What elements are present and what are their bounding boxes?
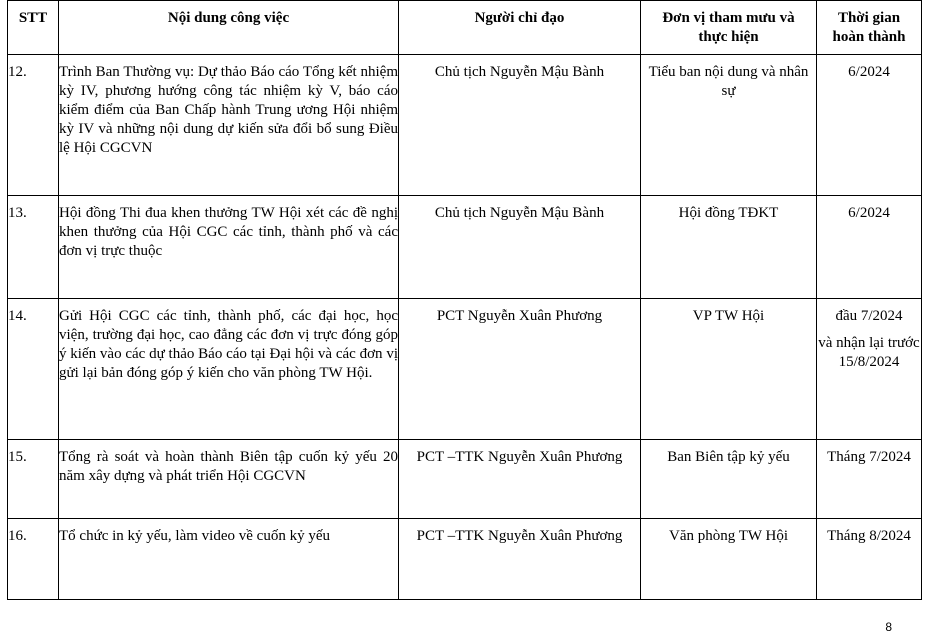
header-time bbox=[817, 1, 922, 55]
row-time bbox=[817, 196, 922, 299]
page-number: 8 bbox=[885, 620, 892, 634]
header-task: Nội dung công việc bbox=[59, 1, 399, 55]
header-unit-line2: thực hiện bbox=[698, 29, 759, 45]
header-stt: STT bbox=[8, 1, 59, 55]
row-lead: PCT Nguyễn Xuân Phương bbox=[399, 299, 641, 440]
table-header bbox=[8, 1, 922, 55]
table-row bbox=[8, 196, 922, 299]
row-time-extra: và nhận lại trước 15/8/2024 bbox=[818, 335, 920, 370]
row-lead: Chủ tịch Nguyễn Mậu Bành bbox=[399, 55, 641, 196]
row-unit: Tiểu ban nội dung và nhân sự bbox=[641, 55, 817, 196]
row-time-main: đầu 7/2024 bbox=[835, 308, 903, 324]
row-stt: 16. bbox=[8, 519, 59, 600]
row-unit: Văn phòng TW Hội bbox=[641, 519, 817, 600]
row-time-main: Tháng 8/2024 bbox=[827, 528, 911, 544]
row-task: Trình Ban Thường vụ: Dự thảo Báo cáo Tổng kết nhiệm kỳ IV, phương hướng công tác nhiệm kỳ V, báo cáo kiểm điểm của Ban Chấp hành Trung ương Hội nhiệm kỳ IV và những nội dung dự kiến sửa đổi bổ sung Điều lệ Hội CGCVN bbox=[59, 55, 399, 196]
row-lead: Chủ tịch Nguyễn Mậu Bành bbox=[399, 196, 641, 299]
header-time-line1: Thời gian bbox=[837, 10, 901, 26]
row-task: Hội đồng Thi đua khen thưởng TW Hội xét các đề nghị khen thưởng của Hội CGC các tỉnh, thành phố và các đơn vị trực thuộc bbox=[59, 196, 399, 299]
table-row bbox=[8, 519, 922, 600]
row-task: Tổ chức in kỷ yếu, làm video về cuốn kỷ yếu bbox=[59, 519, 399, 600]
table-row bbox=[8, 299, 922, 440]
row-time bbox=[817, 55, 922, 196]
row-time bbox=[817, 299, 922, 440]
table-body bbox=[8, 55, 922, 600]
work-plan-table bbox=[7, 0, 922, 600]
row-task: Tổng rà soát và hoàn thành Biên tập cuốn kỷ yếu 20 năm xây dựng và phát triển Hội CGCVN bbox=[59, 440, 399, 519]
row-lead: PCT –TTK Nguyễn Xuân Phương bbox=[399, 440, 641, 519]
row-unit: Hội đồng TĐKT bbox=[641, 196, 817, 299]
row-stt: 12. bbox=[8, 55, 59, 196]
table-row bbox=[8, 55, 922, 196]
row-time bbox=[817, 440, 922, 519]
row-time bbox=[817, 519, 922, 600]
row-stt: 14. bbox=[8, 299, 59, 440]
row-time-main: 6/2024 bbox=[848, 64, 890, 80]
row-unit: VP TW Hội bbox=[641, 299, 817, 440]
row-time-main: 6/2024 bbox=[848, 205, 890, 221]
table-row bbox=[8, 440, 922, 519]
row-time-main: Tháng 7/2024 bbox=[827, 449, 911, 465]
row-task: Gửi Hội CGC các tỉnh, thành phố, các đại học, học viện, trường đại học, cao đẳng các đơn vị trực đóng góp ý kiến vào các dự thảo Báo cáo tại Đại hội và các đơn vị gửi lại bản đóng góp ý kiến cho văn phòng TW Hội. bbox=[59, 299, 399, 440]
row-lead: PCT –TTK Nguyễn Xuân Phương bbox=[399, 519, 641, 600]
header-unit-line1: Đơn vị tham mưu và bbox=[662, 10, 795, 26]
row-stt: 15. bbox=[8, 440, 59, 519]
header-unit bbox=[641, 1, 817, 55]
header-lead: Người chỉ đạo bbox=[399, 1, 641, 55]
row-unit: Ban Biên tập kỷ yếu bbox=[641, 440, 817, 519]
header-time-line2: hoàn thành bbox=[832, 29, 906, 45]
header-row bbox=[8, 1, 922, 55]
row-stt: 13. bbox=[8, 196, 59, 299]
